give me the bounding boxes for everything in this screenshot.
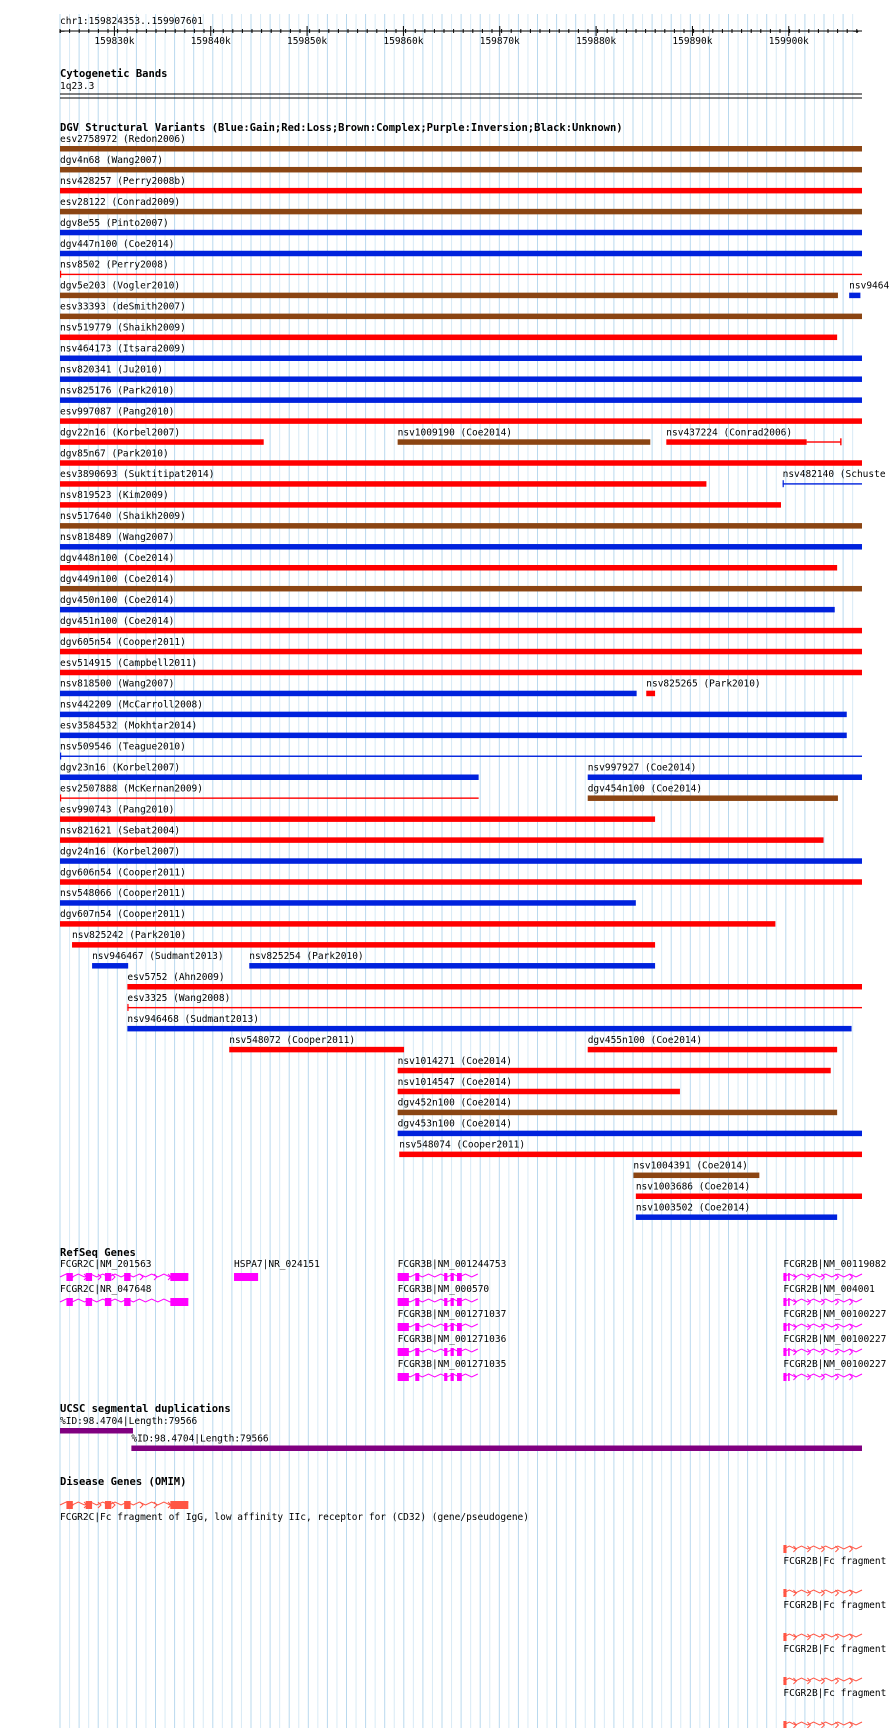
variant-label: nsv1003502 (Coe2014) bbox=[635, 1202, 751, 1214]
variant-bar[interactable] bbox=[60, 188, 862, 194]
variant-bar[interactable] bbox=[60, 879, 862, 885]
variant-label: nsv519779 (Shaikh2009) bbox=[60, 322, 186, 334]
variant-bar[interactable] bbox=[60, 251, 862, 257]
variant-label: dgv5e203 (Vogler2010) bbox=[60, 280, 181, 292]
variant-bar[interactable] bbox=[60, 756, 862, 757]
refseq-gene[interactable] bbox=[398, 1348, 478, 1356]
exon-block bbox=[444, 1323, 447, 1331]
variant-bar[interactable] bbox=[60, 376, 862, 382]
variant-bar[interactable] bbox=[60, 523, 862, 529]
variant-bar[interactable] bbox=[60, 712, 847, 718]
variant-end-mark bbox=[60, 753, 61, 760]
variant-label: nsv482140 (Schuste bbox=[782, 469, 886, 481]
variant-bar[interactable] bbox=[60, 293, 838, 299]
variant-bar[interactable] bbox=[588, 795, 838, 801]
exon-block bbox=[444, 1373, 447, 1381]
ruler-left-arrow-icon: ← bbox=[59, 26, 65, 37]
ruler-tick-label: 159830k bbox=[94, 36, 135, 47]
variant-label: esv2758972 (Redon2006) bbox=[60, 134, 186, 145]
variant-label: dgv447n100 (Coe2014) bbox=[60, 238, 175, 250]
exon-block bbox=[398, 1373, 409, 1381]
variant-label: nsv1004391 (Coe2014) bbox=[633, 1160, 748, 1172]
variant-end-mark bbox=[127, 1004, 128, 1011]
variant-label: nsv437224 (Conrad2006) bbox=[666, 427, 793, 439]
gene-label: FCGR2B|NM_00100227 bbox=[783, 1309, 887, 1320]
exon-block bbox=[105, 1273, 111, 1281]
variant-bar[interactable] bbox=[60, 858, 862, 864]
strand-arrow-icon bbox=[835, 1722, 838, 1728]
exon-block bbox=[444, 1298, 447, 1306]
variant-label: nsv819523 (Kim2009) bbox=[60, 490, 169, 502]
variant-label: nsv825254 (Park2010) bbox=[249, 951, 364, 963]
variant-label: dgv8e55 (Pinto2007) bbox=[60, 217, 169, 229]
strand-arrow-icon bbox=[140, 1502, 143, 1508]
ruler-tick-label: 159900k bbox=[768, 36, 809, 47]
refseq-track-title: RefSeq Genes bbox=[60, 1247, 136, 1259]
variant-bar[interactable] bbox=[60, 335, 837, 341]
exon-block bbox=[783, 1545, 786, 1553]
variant-label: esv2507888 (McKernan2009) bbox=[60, 783, 203, 795]
variant-label: nsv946468 (Sudmant2013) bbox=[127, 1013, 259, 1025]
variant-bar[interactable] bbox=[60, 733, 847, 739]
variant-label: nsv9464 bbox=[849, 280, 890, 292]
variant-end-mark bbox=[60, 271, 61, 278]
intron-line bbox=[398, 1274, 478, 1277]
exon-block bbox=[398, 1273, 409, 1281]
variant-bar[interactable] bbox=[60, 146, 862, 152]
variant-label: dgv455n100 (Coe2014) bbox=[587, 1034, 703, 1046]
variant-bar[interactable] bbox=[636, 1214, 837, 1220]
exon-block bbox=[451, 1373, 454, 1381]
strand-arrow-icon bbox=[835, 1299, 838, 1305]
variant-bar[interactable] bbox=[60, 460, 862, 466]
segdup-track-title: UCSC segmental duplications bbox=[60, 1403, 231, 1415]
refseq-gene[interactable] bbox=[398, 1373, 478, 1381]
strand-arrow-icon bbox=[835, 1324, 838, 1330]
omim-track-title: Disease Genes (OMIM) bbox=[60, 1476, 187, 1488]
variant-bar[interactable] bbox=[60, 209, 862, 215]
variant-bar[interactable] bbox=[60, 314, 862, 320]
ruler-tick-label: 159860k bbox=[383, 36, 424, 47]
exon-block bbox=[451, 1348, 454, 1356]
variant-bar[interactable] bbox=[60, 816, 655, 822]
exon-block bbox=[783, 1721, 786, 1728]
variant-label: nsv442209 (McCarroll2008) bbox=[60, 699, 203, 711]
refseq-gene[interactable] bbox=[398, 1273, 478, 1281]
exon-block bbox=[457, 1323, 462, 1331]
strand-arrow-icon bbox=[835, 1374, 838, 1380]
gene-label: FCGR2B|NM_00119082 bbox=[783, 1259, 887, 1270]
exon-block bbox=[783, 1273, 786, 1281]
exon-block bbox=[788, 1298, 790, 1306]
intron-line bbox=[398, 1299, 478, 1302]
exon-block bbox=[457, 1373, 462, 1381]
variant-label: nsv1009190 (Coe2014) bbox=[397, 427, 513, 439]
gene-label: FCGR3B|NM_001244753 bbox=[397, 1259, 507, 1270]
variant-label: nsv821621 (Sebat2004) bbox=[60, 825, 181, 837]
segdup-bar[interactable] bbox=[60, 1428, 133, 1434]
intron-line bbox=[398, 1374, 478, 1377]
exon-block bbox=[66, 1501, 72, 1509]
exon-block bbox=[788, 1373, 790, 1381]
variant-bar[interactable] bbox=[60, 481, 706, 487]
variant-label: nsv428257 (Perry2008b) bbox=[60, 175, 186, 187]
dgv-track-title: DGV Structural Variants (Blue:Gain;Red:Loss;Brown:Complex;Purple:Inversion;Black:Unknown) bbox=[60, 122, 623, 134]
exon-block bbox=[415, 1273, 419, 1281]
exon-block bbox=[788, 1323, 790, 1331]
strand-arrow-icon bbox=[112, 1274, 115, 1280]
variant-bar[interactable] bbox=[60, 607, 835, 613]
variant-label: dgv4n68 (Wang2007) bbox=[60, 154, 163, 166]
exon-block bbox=[415, 1348, 419, 1356]
segdup-label: %ID:98.4704|Length:79566 bbox=[60, 1416, 198, 1427]
gene-label: FCGR3B|NM_001271035 bbox=[397, 1359, 507, 1370]
variant-label: nsv517640 (Shaikh2009) bbox=[60, 511, 186, 523]
exon-block bbox=[451, 1298, 454, 1306]
variant-bar[interactable] bbox=[60, 397, 862, 403]
ruler-tick-label: 159870k bbox=[479, 36, 520, 47]
exon-block bbox=[66, 1273, 72, 1281]
omim-gene-link[interactable]: FCGR2B|Fc fragment bbox=[783, 1644, 887, 1655]
variant-bar[interactable] bbox=[60, 900, 636, 906]
variant-label: esv997087 (Pang2010) bbox=[60, 406, 175, 418]
variant-label: dgv607n54 (Cooper2011) bbox=[60, 909, 186, 921]
exon-block bbox=[783, 1298, 786, 1306]
variant-bar[interactable] bbox=[60, 502, 781, 508]
variant-label: dgv452n100 (Coe2014) bbox=[397, 1097, 513, 1109]
variant-end-mark bbox=[60, 794, 61, 801]
variant-bar[interactable] bbox=[60, 837, 824, 843]
variant-label: nsv8502 (Perry2008) bbox=[60, 259, 169, 271]
variant-label: dgv454n100 (Coe2014) bbox=[587, 783, 703, 795]
variant-label: nsv818489 (Wang2007) bbox=[60, 532, 175, 544]
variant-bar[interactable] bbox=[127, 1007, 862, 1008]
exon-block bbox=[457, 1273, 462, 1281]
omim-gene-link[interactable]: FCGR2B|Fc fragment bbox=[783, 1556, 887, 1567]
variant-label: dgv85n67 (Park2010) bbox=[60, 448, 169, 460]
exon-block bbox=[444, 1348, 447, 1356]
strand-arrow-icon bbox=[835, 1678, 838, 1684]
exon-block bbox=[415, 1323, 419, 1331]
ruler-tick-label: 159840k bbox=[190, 36, 231, 47]
variant-label: esv5752 (Ahn2009) bbox=[127, 972, 225, 983]
variant-bar[interactable] bbox=[60, 691, 637, 697]
exon-block bbox=[457, 1298, 462, 1306]
gene-label: FCGR2B|NM_00100227 bbox=[783, 1334, 887, 1345]
variant-end-mark bbox=[783, 480, 784, 487]
variant-label: esv33393 (deSmith2007) bbox=[60, 301, 186, 313]
variant-label: dgv605n54 (Cooper2011) bbox=[60, 636, 186, 648]
variant-label: dgv23n16 (Korbel2007) bbox=[60, 762, 181, 774]
strand-arrow-icon bbox=[140, 1274, 143, 1280]
ruler-tick-label: 159850k bbox=[287, 36, 328, 47]
variant-bar[interactable] bbox=[92, 963, 128, 969]
variant-bar[interactable] bbox=[229, 1047, 404, 1053]
variant-label: esv3325 (Wang2008) bbox=[127, 992, 231, 1004]
segdup-bar[interactable] bbox=[131, 1446, 862, 1452]
exon-block bbox=[451, 1273, 454, 1281]
exon-block bbox=[105, 1298, 111, 1306]
exon-block bbox=[783, 1633, 786, 1641]
variant-label: dgv450n100 (Coe2014) bbox=[60, 594, 175, 606]
variant-bar[interactable] bbox=[60, 775, 479, 781]
gene-label: FCGR2B|NM_00100227 bbox=[783, 1359, 887, 1370]
variant-label: dgv449n100 (Coe2014) bbox=[60, 573, 175, 585]
omim-gene-link[interactable]: FCGR2B|Fc fragment bbox=[783, 1688, 887, 1699]
cytoband-label: 1q23.3 bbox=[60, 81, 95, 92]
strand-arrow-icon bbox=[835, 1634, 838, 1640]
variant-label: esv990743 (Pang2010) bbox=[60, 804, 175, 816]
variant-label: nsv946467 (Sudmant2013) bbox=[92, 951, 224, 963]
variant-label: nsv548074 (Cooper2011) bbox=[399, 1139, 526, 1151]
exon-block bbox=[783, 1589, 786, 1597]
exon-block bbox=[398, 1323, 409, 1331]
segdup-label: %ID:98.4704|Length:79566 bbox=[131, 1433, 269, 1445]
variant-label: dgv453n100 (Coe2014) bbox=[397, 1118, 513, 1130]
variant-label: nsv548066 (Cooper2011) bbox=[60, 888, 186, 900]
variant-bar[interactable] bbox=[60, 274, 862, 275]
variant-bar[interactable] bbox=[127, 1026, 851, 1032]
variant-bar[interactable] bbox=[60, 586, 862, 592]
variant-bar[interactable] bbox=[60, 649, 862, 655]
variant-label: nsv825265 (Park2010) bbox=[646, 678, 761, 690]
variant-label: esv28122 (Conrad2009) bbox=[60, 196, 181, 208]
variant-bar[interactable] bbox=[588, 1047, 837, 1053]
variant-label: dgv451n100 (Coe2014) bbox=[60, 615, 175, 627]
variant-bar[interactable] bbox=[60, 921, 775, 927]
variant-label: nsv997927 (Coe2014) bbox=[587, 762, 697, 774]
variant-label: nsv818500 (Wang2007) bbox=[60, 678, 175, 690]
variant-bar[interactable] bbox=[60, 356, 862, 362]
omim-gene-link[interactable]: FCGR2B|Fc fragment bbox=[783, 1600, 887, 1611]
variant-bar[interactable] bbox=[588, 775, 862, 781]
variant-label: nsv825176 (Park2010) bbox=[60, 385, 175, 397]
exon-block bbox=[788, 1273, 790, 1281]
variant-bar[interactable] bbox=[398, 1131, 862, 1137]
variant-bar[interactable] bbox=[399, 1152, 862, 1158]
strand-arrow-icon bbox=[835, 1590, 838, 1596]
variant-label: nsv548072 (Cooper2011) bbox=[229, 1034, 356, 1046]
variant-bar[interactable] bbox=[398, 1068, 831, 1074]
exon-block bbox=[415, 1373, 419, 1381]
variant-label: esv3584532 (Mokhtar2014) bbox=[60, 720, 198, 732]
variant-bar[interactable] bbox=[60, 230, 862, 236]
exon-block bbox=[398, 1298, 409, 1306]
refseq-gene[interactable] bbox=[234, 1273, 258, 1281]
refseq-gene[interactable] bbox=[398, 1323, 478, 1331]
exon-block bbox=[788, 1348, 790, 1356]
ruler-right-arrow-icon: → bbox=[853, 26, 859, 37]
variant-label: dgv22n16 (Korbel2007) bbox=[60, 427, 181, 439]
exon-block bbox=[783, 1373, 786, 1381]
exon-block bbox=[105, 1501, 111, 1509]
gene-label: FCGR2C|NR_047648 bbox=[60, 1284, 152, 1295]
variant-bar[interactable] bbox=[60, 439, 264, 445]
variant-label: nsv509546 (Teague2010) bbox=[60, 741, 186, 753]
variant-bar[interactable] bbox=[60, 797, 479, 798]
gene-label: HSPA7|NR_024151 bbox=[234, 1259, 320, 1270]
intron-line bbox=[398, 1324, 478, 1327]
variant-bar[interactable] bbox=[249, 963, 655, 969]
gene-label: FCGR3B|NM_001271036 bbox=[397, 1334, 507, 1345]
variant-bar[interactable] bbox=[398, 1089, 680, 1095]
variant-bar[interactable] bbox=[127, 984, 862, 990]
omim-gene-link[interactable]: FCGR2C|Fc fragment of IgG, low affinity IIc, receptor for (CD32) (gene/pseudogene) bbox=[60, 1512, 529, 1523]
exon-block bbox=[444, 1273, 447, 1281]
variant-label: dgv606n54 (Cooper2011) bbox=[60, 867, 186, 879]
variant-bar[interactable] bbox=[60, 544, 862, 550]
exon-block bbox=[170, 1298, 188, 1306]
exon-block bbox=[783, 1677, 786, 1685]
variant-bar[interactable] bbox=[398, 1110, 837, 1116]
variant-bar[interactable] bbox=[666, 439, 806, 445]
variant-label: nsv1014547 (Coe2014) bbox=[397, 1076, 513, 1088]
exon-block bbox=[398, 1348, 409, 1356]
exon-block bbox=[783, 1348, 786, 1356]
variant-label: nsv1014271 (Coe2014) bbox=[397, 1055, 513, 1067]
gene-label: FCGR2B|NM_004001 bbox=[783, 1284, 875, 1295]
variant-label: esv3890693 (Suktitipat2014) bbox=[60, 469, 215, 481]
variant-label: nsv1003686 (Coe2014) bbox=[635, 1181, 751, 1193]
variant-label: nsv825242 (Park2010) bbox=[72, 930, 187, 942]
variant-bar[interactable] bbox=[72, 942, 655, 948]
strand-arrow-icon bbox=[835, 1274, 838, 1280]
variant-bar[interactable] bbox=[646, 691, 655, 697]
variant-label: nsv464173 (Itsara2009) bbox=[60, 343, 186, 355]
exon-block bbox=[415, 1298, 419, 1306]
variant-bar[interactable] bbox=[60, 167, 862, 173]
intron-line bbox=[398, 1349, 478, 1352]
variant-bar[interactable] bbox=[783, 483, 862, 484]
exon-block bbox=[66, 1298, 72, 1306]
variant-bar[interactable] bbox=[60, 418, 862, 424]
ruler-tick-label: 159890k bbox=[672, 36, 713, 47]
variant-bar[interactable] bbox=[636, 1194, 862, 1200]
strand-arrow-icon bbox=[835, 1546, 838, 1552]
exon-block bbox=[783, 1323, 786, 1331]
variant-end-mark bbox=[840, 438, 841, 445]
ruler-coordinates: chr1:159824353..159907601 bbox=[60, 16, 203, 27]
variant-bar[interactable] bbox=[633, 1173, 759, 1179]
exon-block bbox=[124, 1298, 130, 1306]
strand-arrow-icon bbox=[835, 1349, 838, 1355]
gene-label: FCGR3B|NM_000570 bbox=[397, 1284, 490, 1295]
exon-block bbox=[457, 1348, 462, 1356]
exon-block bbox=[451, 1323, 454, 1331]
variant-bar[interactable] bbox=[60, 628, 862, 634]
gene-label: FCGR2C|NM_201563 bbox=[60, 1259, 152, 1270]
variant-label: esv514915 (Campbell2011) bbox=[60, 657, 198, 669]
variant-bar[interactable] bbox=[60, 670, 862, 676]
variant-bar-thin bbox=[807, 441, 841, 442]
variant-bar[interactable] bbox=[849, 293, 860, 299]
variant-bar[interactable] bbox=[398, 439, 651, 445]
variant-label: dgv24n16 (Korbel2007) bbox=[60, 846, 181, 858]
refseq-gene[interactable] bbox=[398, 1298, 478, 1306]
ruler-tick-label: 159880k bbox=[576, 36, 617, 47]
strand-arrow-icon bbox=[112, 1502, 115, 1508]
variant-bar[interactable] bbox=[60, 565, 837, 571]
exon-block bbox=[86, 1298, 92, 1306]
variant-label: nsv820341 (Ju2010) bbox=[60, 364, 163, 376]
cytoband-title: Cytogenetic Bands bbox=[60, 68, 168, 80]
gene-label: FCGR3B|NM_001271037 bbox=[397, 1309, 507, 1320]
exon-block bbox=[234, 1273, 258, 1281]
ruler-track bbox=[59, 16, 862, 47]
variant-label: dgv448n100 (Coe2014) bbox=[60, 553, 175, 564]
